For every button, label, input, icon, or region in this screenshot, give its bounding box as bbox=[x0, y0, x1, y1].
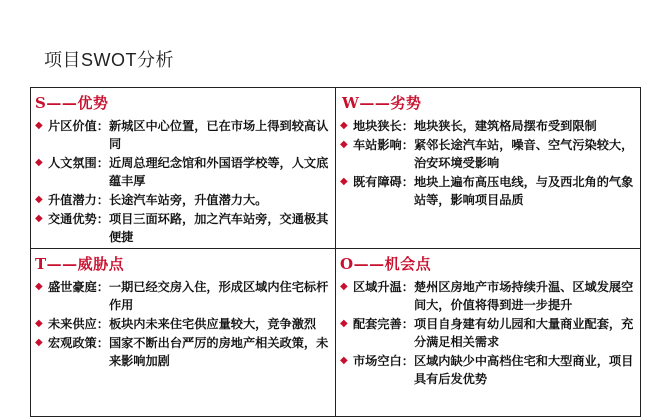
list-item bbox=[340, 117, 634, 135]
quadrant-title: S——优势 bbox=[35, 94, 109, 112]
item-label: 地块狭长： bbox=[353, 119, 414, 133]
item-label: 片区价值： bbox=[48, 119, 109, 133]
swot-table bbox=[30, 87, 641, 417]
list-item bbox=[35, 334, 329, 370]
item-text: 楚州区房地产市场持续升温、区域发展空间大，价值将得到进一步提升 bbox=[413, 280, 634, 312]
item-text: 紧邻长途汽车站，噪音、空气污染较大，治安环境受影响 bbox=[413, 138, 634, 170]
list-item bbox=[340, 352, 634, 388]
item-list bbox=[340, 278, 634, 388]
item-label: 宏观政策： bbox=[48, 336, 109, 350]
item-text: 地块上遍布高压电线，与及西北角的气象站等，影响项目品质 bbox=[413, 175, 634, 207]
diamond-bullet-icon: ◆ bbox=[340, 281, 348, 292]
diamond-bullet-icon: ◆ bbox=[35, 157, 43, 168]
list-item bbox=[35, 315, 329, 333]
diamond-bullet-icon: ◆ bbox=[35, 213, 43, 224]
item-label: 区域升温： bbox=[353, 280, 414, 294]
list-item bbox=[35, 210, 329, 246]
item-text: 项目三面环路，加之汽车站旁，交通极其便捷 bbox=[108, 212, 329, 244]
item-text: 一期已经交房入住，形成区域内住宅标杆作用 bbox=[108, 280, 329, 312]
list-item bbox=[340, 136, 634, 172]
item-text: 近周总理纪念馆和外国语学校等，人文底蕴丰厚 bbox=[108, 156, 329, 188]
diamond-bullet-icon: ◆ bbox=[340, 176, 348, 187]
item-text: 项目自身建有幼儿园和大量商业配套，充分满足相关需求 bbox=[413, 317, 634, 349]
quadrant-title: O——机会点 bbox=[340, 255, 432, 273]
item-list bbox=[35, 278, 329, 370]
quadrant-weaknesses bbox=[336, 88, 640, 249]
item-text: 国家不断出台严厉的房地产相关政策，未来影响加剧 bbox=[108, 336, 329, 368]
item-text: 地块狭长，建筑格局摆布受到限制 bbox=[413, 119, 597, 133]
quadrant-title: T——威胁点 bbox=[35, 255, 125, 273]
diamond-bullet-icon: ◆ bbox=[340, 355, 348, 366]
list-item bbox=[35, 154, 329, 190]
list-item bbox=[340, 278, 634, 314]
page-title: 项目SWOT分析 bbox=[44, 50, 174, 70]
list-item bbox=[340, 173, 634, 209]
diamond-bullet-icon: ◆ bbox=[35, 318, 43, 329]
diamond-bullet-icon: ◆ bbox=[35, 120, 43, 131]
item-label: 盛世豪庭： bbox=[48, 280, 109, 294]
list-item bbox=[340, 315, 634, 351]
item-label: 未来供应： bbox=[48, 317, 109, 331]
diamond-bullet-icon: ◆ bbox=[340, 120, 348, 131]
diamond-bullet-icon: ◆ bbox=[35, 194, 43, 205]
quadrant-opportunities bbox=[336, 249, 640, 416]
item-text: 新城区中心位置，已在市场上得到较高认同 bbox=[108, 119, 329, 151]
diamond-bullet-icon: ◆ bbox=[340, 318, 348, 329]
quadrant-title: W——劣势 bbox=[342, 94, 422, 112]
list-item bbox=[35, 117, 329, 153]
item-label: 配套完善： bbox=[353, 317, 414, 331]
item-text: 区域内缺少中高档住宅和大型商业，项目具有后发优势 bbox=[413, 354, 634, 386]
diamond-bullet-icon: ◆ bbox=[35, 337, 43, 348]
item-label: 车站影响： bbox=[353, 138, 414, 152]
item-text: 板块内未来住宅供应量较大，竞争激烈 bbox=[108, 317, 317, 331]
item-label: 市场空白： bbox=[353, 354, 414, 368]
item-text: 长途汽车站旁，升值潜力大。 bbox=[108, 193, 268, 207]
item-list bbox=[340, 117, 634, 209]
list-item bbox=[35, 278, 329, 314]
item-label: 交通优势： bbox=[48, 212, 109, 226]
diamond-bullet-icon: ◆ bbox=[35, 281, 43, 292]
quadrant-strengths bbox=[31, 88, 336, 249]
quadrant-threats bbox=[31, 249, 336, 416]
item-label: 既有障碍： bbox=[353, 175, 414, 189]
item-label: 人文氛围： bbox=[48, 156, 109, 170]
item-list bbox=[35, 117, 329, 246]
item-label: 升值潜力： bbox=[48, 193, 109, 207]
list-item bbox=[35, 191, 329, 209]
diamond-bullet-icon: ◆ bbox=[340, 139, 348, 150]
